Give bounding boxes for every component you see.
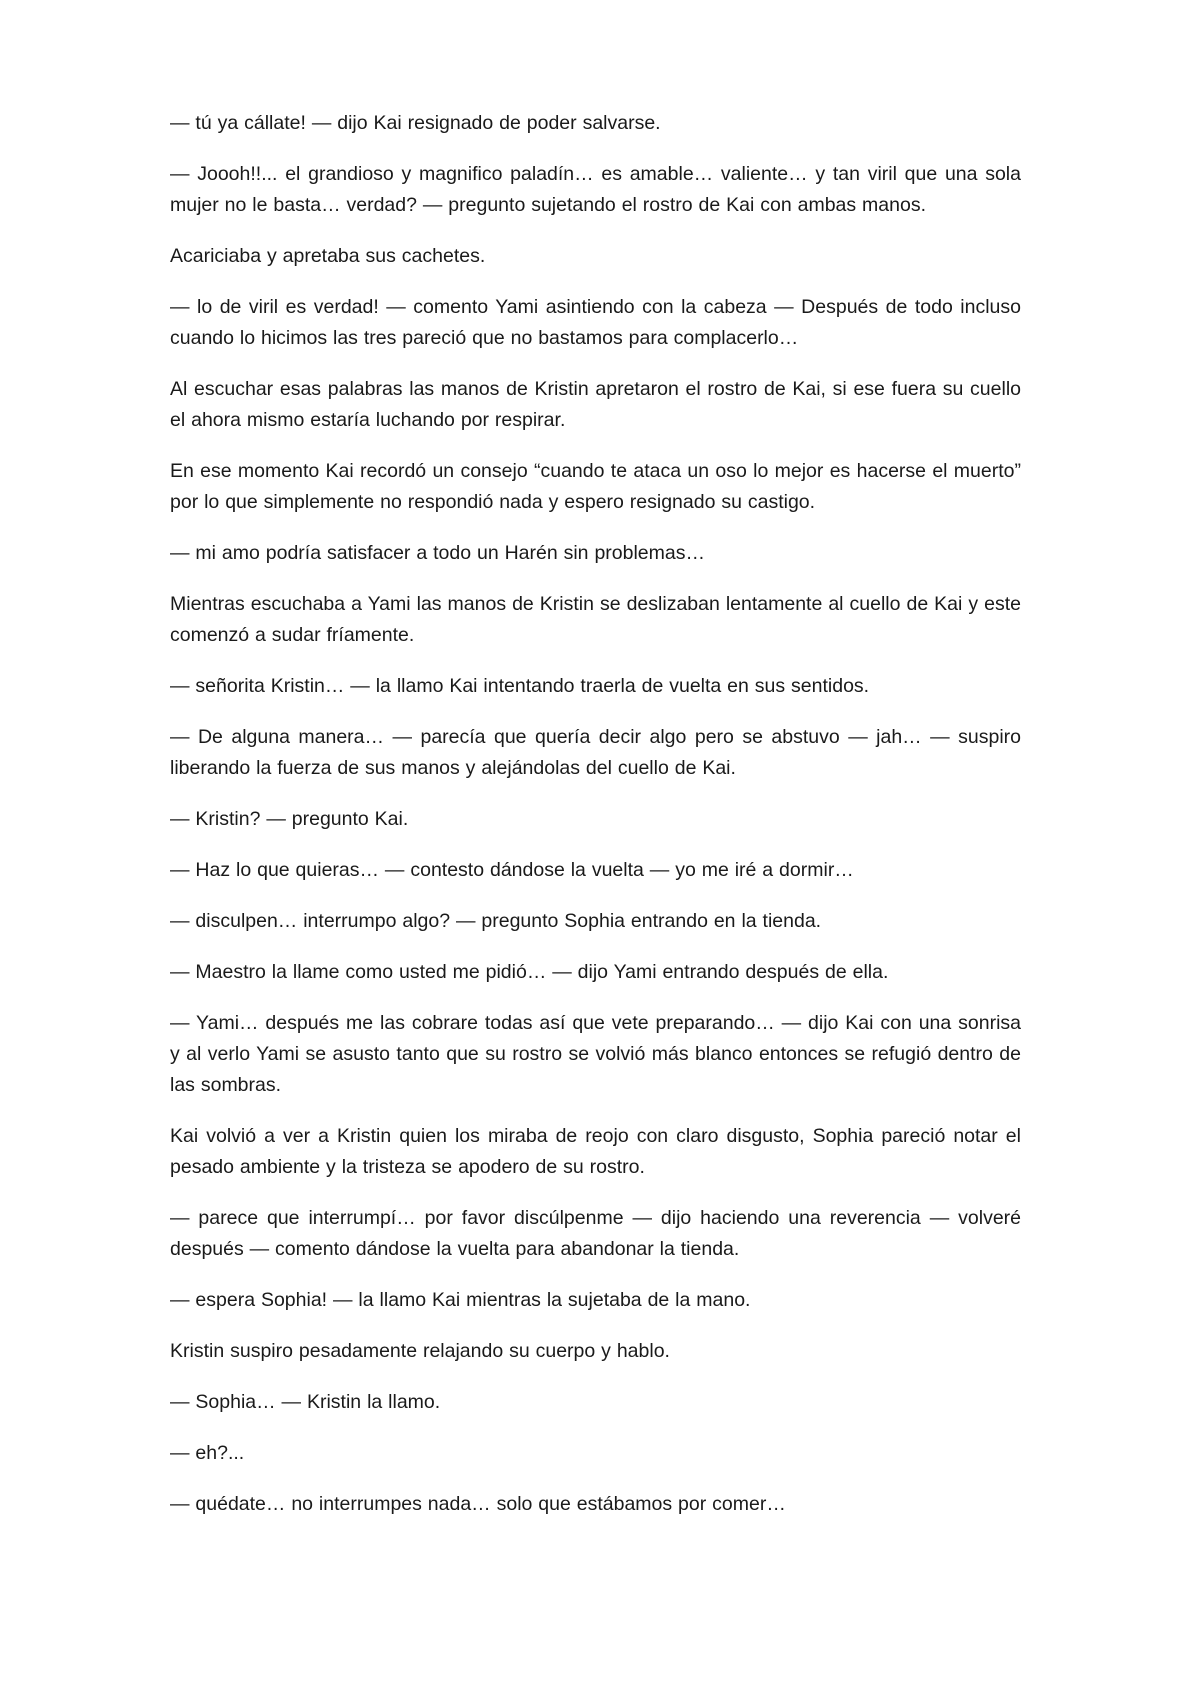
paragraph-5: Al escuchar esas palabras las manos de Kristin apretaron el rostro de Kai, si ese fuera su cuello el ahora mismo estaría luchando por respirar. — [170, 378, 1021, 431]
paragraph-16: Kai volvió a ver a Kristin quien los miraba de reojo con claro disgusto, Sophia pareció notar el pesado ambiente y la tristeza se apodero de su rostro. — [170, 1125, 1021, 1178]
paragraph-11: — Kristin? — pregunto Kai. — [170, 808, 409, 830]
paragraph-21: — eh?... — [170, 1442, 245, 1464]
paragraph-7: — mi amo podría satisfacer a todo un Harén sin problemas… — [170, 542, 705, 564]
paragraph-3: Acariciaba y apretaba sus cachetes. — [170, 245, 486, 267]
paragraph-19: Kristin suspiro pesadamente relajando su cuerpo y hablo. — [170, 1340, 670, 1362]
paragraph-2: — Joooh!!... el grandioso y magnifico paladín… es amable… valiente… y tan viril que una sola mujer no le basta… verdad? — pregunto sujetando el rostro de Kai con ambas manos. — [170, 163, 1021, 216]
paragraph-6: En ese momento Kai recordó un consejo “cuando te ataca un oso lo mejor es hacerse el muerto” por lo que simplemente no respondió nada y espero resignado su castigo. — [170, 460, 1021, 513]
paragraph-1: — tú ya cállate! — dijo Kai resignado de poder salvarse. — [170, 112, 661, 134]
paragraph-10: — De alguna manera… — parecía que quería decir algo pero se abstuvo — jah… — suspiro liberando la fuerza de sus manos y alejándolas del cuello de Kai. — [170, 726, 1021, 779]
paragraph-4: — lo de viril es verdad! — comento Yami asintiendo con la cabeza — Después de todo incluso cuando lo hicimos las tres pareció que no bastamos para complacerlo… — [170, 296, 1021, 349]
paragraph-13: — disculpen… interrumpo algo? — pregunto Sophia entrando en la tienda. — [170, 910, 822, 932]
paragraph-17: — parece que interrumpí… por favor discúlpenme — dijo haciendo una reverencia — volveré después — comento dándose la vuelta para abandonar la tienda. — [170, 1207, 1021, 1260]
paragraph-15: — Yami… después me las cobrare todas así que vete preparando… — dijo Kai con una sonrisa y al verlo Yami se asusto tanto que su rostro se volvió más blanco entonces se refugió dentro de las sombras. — [170, 1012, 1021, 1096]
paragraph-20: — Sophia… — Kristin la llamo. — [170, 1391, 441, 1413]
paragraph-12: — Haz lo que quieras… — contesto dándose la vuelta — yo me iré a dormir… — [170, 859, 854, 881]
paragraph-8: Mientras escuchaba a Yami las manos de Kristin se deslizaban lentamente al cuello de Kai y este comenzó a sudar fríamente. — [170, 593, 1021, 646]
paragraph-14: — Maestro la llame como usted me pidió… — dijo Yami entrando después de ella. — [170, 961, 889, 983]
paragraph-22: — quédate… no interrumpes nada… solo que estábamos por comer… — [170, 1493, 786, 1515]
paragraph-9: — señorita Kristin… — la llamo Kai intentando traerla de vuelta en sus sentidos. — [170, 675, 870, 697]
document-page — [170, 108, 1021, 1540]
paragraph-18: — espera Sophia! — la llamo Kai mientras la sujetaba de la mano. — [170, 1289, 751, 1311]
